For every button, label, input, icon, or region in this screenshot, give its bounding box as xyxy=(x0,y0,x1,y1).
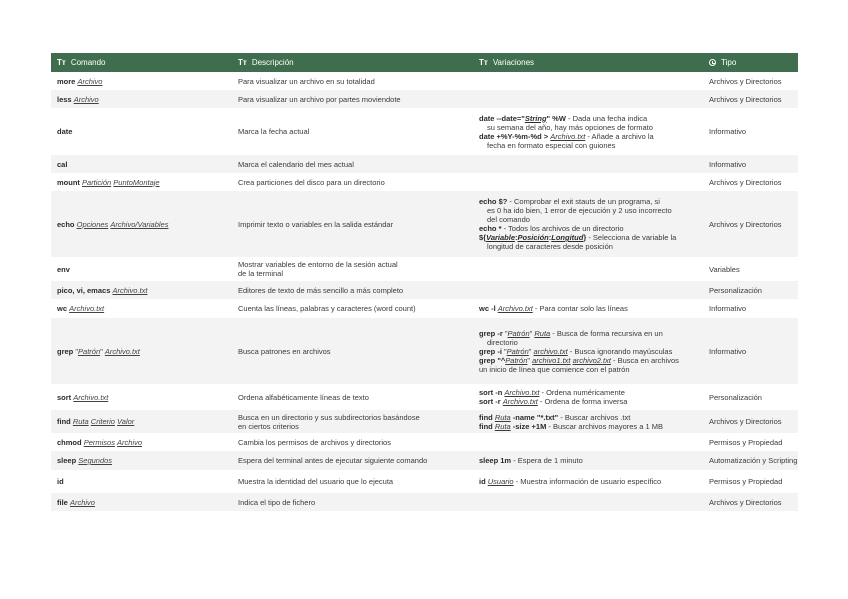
table-header-row xyxy=(51,53,798,72)
command-cell[interactable]: sort Archivo.txt xyxy=(51,384,232,410)
description-cell[interactable]: Espera del terminal antes de ejecutar siguiente comando xyxy=(232,451,473,470)
command-cell[interactable]: find Ruta Criterio Valor xyxy=(51,410,232,433)
variations-cell[interactable] xyxy=(473,90,703,108)
command-cell[interactable]: id xyxy=(51,470,232,493)
variations-cell[interactable] xyxy=(473,155,703,173)
command-cell[interactable]: sleep Segundos xyxy=(51,451,232,470)
type-cell[interactable]: Variables xyxy=(703,257,798,281)
column-header-descripcion[interactable]: Tт Descripción xyxy=(232,53,473,72)
column-header-tipo[interactable]: Tipo xyxy=(703,53,798,72)
description-cell[interactable]: Muestra la identidad del usuario que lo ejecuta xyxy=(232,470,473,493)
type-cell[interactable]: Archivos y Directorios xyxy=(703,72,798,90)
command-cell[interactable]: grep "Patrón" Archivo.txt xyxy=(51,318,232,384)
description-cell[interactable]: Busca patrones en archivos xyxy=(232,318,473,384)
variations-cell[interactable]: find Ruta -name "*.txt" - Buscar archivos .txt find Ruta -size +1M - Buscar archivos mayores a 1 MB xyxy=(473,410,703,433)
variations-cell[interactable] xyxy=(473,173,703,191)
text-type-icon: Tт xyxy=(479,58,488,67)
command-cell[interactable]: env xyxy=(51,257,232,281)
table-row[interactable] xyxy=(51,90,798,108)
description-cell[interactable]: Mostrar variables de entorno de la sesión actual de la terminal xyxy=(232,257,473,281)
description-cell[interactable]: Imprimir texto o variables en la salida estándar xyxy=(232,191,473,257)
type-cell[interactable]: Informativo xyxy=(703,299,798,318)
type-cell[interactable]: Permisos y Propiedad xyxy=(703,470,798,493)
type-cell[interactable]: Archivos y Directorios xyxy=(703,191,798,257)
type-cell[interactable]: Personalización xyxy=(703,281,798,299)
table-row[interactable] xyxy=(51,451,798,470)
command-cell[interactable]: wc Archivo.txt xyxy=(51,299,232,318)
description-cell[interactable]: Crea particiones del disco para un directorio xyxy=(232,173,473,191)
type-cell[interactable]: Personalización xyxy=(703,384,798,410)
type-cell[interactable]: Informativo xyxy=(703,155,798,173)
table-row[interactable] xyxy=(51,281,798,299)
type-cell[interactable]: Archivos y Directorios xyxy=(703,493,798,511)
table-row[interactable] xyxy=(51,72,798,90)
variations-cell[interactable]: sort -n Archivo.txt - Ordena numéricamente sort -r Archivo.txt - Ordena de forma inversa xyxy=(473,384,703,410)
description-cell[interactable]: Para visualizar un archivo en su totalidad xyxy=(232,72,473,90)
type-cell[interactable]: Archivos y Directorios xyxy=(703,90,798,108)
table-row[interactable] xyxy=(51,470,798,493)
description-cell[interactable]: Marca la fecha actual xyxy=(232,108,473,155)
table-row[interactable] xyxy=(51,433,798,451)
type-cell[interactable]: Automatización y Scripting xyxy=(703,451,798,470)
text-type-icon: Tт xyxy=(238,58,247,67)
commands-table xyxy=(51,53,798,511)
type-cell[interactable]: Archivos y Directorios xyxy=(703,410,798,433)
command-cell[interactable]: file Archivo xyxy=(51,493,232,511)
table-row[interactable] xyxy=(51,257,798,281)
type-cell[interactable]: Informativo xyxy=(703,318,798,384)
variations-cell[interactable] xyxy=(473,493,703,511)
variations-cell[interactable]: date --date="String" %W - Dada una fecha indica su semana del año, hay más opciones de formato date +%Y-%m-%d > Archivo.txt - Añade a archivo la fecha en formato especial con guiones xyxy=(473,108,703,155)
variations-cell[interactable]: grep -r "Patrón" Ruta - Busca de forma recursiva en un directorio grep -i "Patrón" archivo.txt - Busca ignorando mayúsculas grep "^Patrón" archivo1.txt archivo2.txt - Busca en archivos un inicio de línea que comience con el patrón xyxy=(473,318,703,384)
variations-cell[interactable]: wc -l Archivo.txt - Para contar solo las líneas xyxy=(473,299,703,318)
description-cell[interactable]: Cambia los permisos de archivos y directorios xyxy=(232,433,473,451)
variations-cell[interactable]: sleep 1m - Espera de 1 minuto xyxy=(473,451,703,470)
variations-cell[interactable] xyxy=(473,257,703,281)
variations-cell[interactable] xyxy=(473,72,703,90)
command-cell[interactable]: less Archivo xyxy=(51,90,232,108)
description-cell[interactable]: Indica el tipo de fichero xyxy=(232,493,473,511)
command-cell[interactable]: echo Opciones Archivo/Variables xyxy=(51,191,232,257)
text-type-icon: Tт xyxy=(57,58,66,67)
column-header-variaciones[interactable]: Tт Variaciones xyxy=(473,53,703,72)
description-cell[interactable]: Ordena alfabéticamente líneas de texto xyxy=(232,384,473,410)
variations-cell[interactable] xyxy=(473,433,703,451)
type-cell[interactable]: Informativo xyxy=(703,108,798,155)
command-cell[interactable]: chmod Permisos Archivo xyxy=(51,433,232,451)
table-row[interactable] xyxy=(51,410,798,433)
variations-cell[interactable]: id Usuario - Muestra información de usuario específico xyxy=(473,470,703,493)
table-row[interactable] xyxy=(51,191,798,257)
select-type-icon xyxy=(709,59,716,66)
command-cell[interactable]: cal xyxy=(51,155,232,173)
description-cell[interactable]: Cuenta las líneas, palabras y caracteres (word count) xyxy=(232,299,473,318)
command-cell[interactable]: more Archivo xyxy=(51,72,232,90)
type-cell[interactable]: Archivos y Directorios xyxy=(703,173,798,191)
table-row[interactable] xyxy=(51,173,798,191)
table-row[interactable] xyxy=(51,318,798,384)
table-row[interactable] xyxy=(51,384,798,410)
command-cell[interactable]: pico, vi, emacs Archivo.txt xyxy=(51,281,232,299)
variations-cell[interactable]: echo $? - Comprobar el exit stauts de un programa, si es 0 ha ido bien, 1 error de ejecución y 2 uso incorrecto del comando echo * - Todos los archivos de un directorio ${Variable:Posición:Longitud} - Selecciona de variable la longitud de caracteres desde posición xyxy=(473,191,703,257)
variations-cell[interactable] xyxy=(473,281,703,299)
table-row[interactable] xyxy=(51,155,798,173)
table-row[interactable] xyxy=(51,493,798,511)
table-row[interactable] xyxy=(51,299,798,318)
type-cell[interactable]: Permisos y Propiedad xyxy=(703,433,798,451)
description-cell[interactable]: Busca en un directorio y sus subdirectorios basándose en ciertos criterios xyxy=(232,410,473,433)
command-cell[interactable]: date xyxy=(51,108,232,155)
description-cell[interactable]: Para visualizar un archivo por partes moviendote xyxy=(232,90,473,108)
table-row[interactable] xyxy=(51,108,798,155)
description-cell[interactable]: Marca el calendario del mes actual xyxy=(232,155,473,173)
description-cell[interactable]: Editores de texto de más sencillo a más completo xyxy=(232,281,473,299)
column-header-comando[interactable]: Tт Comando xyxy=(51,53,232,72)
command-cell[interactable]: mount Partición PuntoMontaje xyxy=(51,173,232,191)
